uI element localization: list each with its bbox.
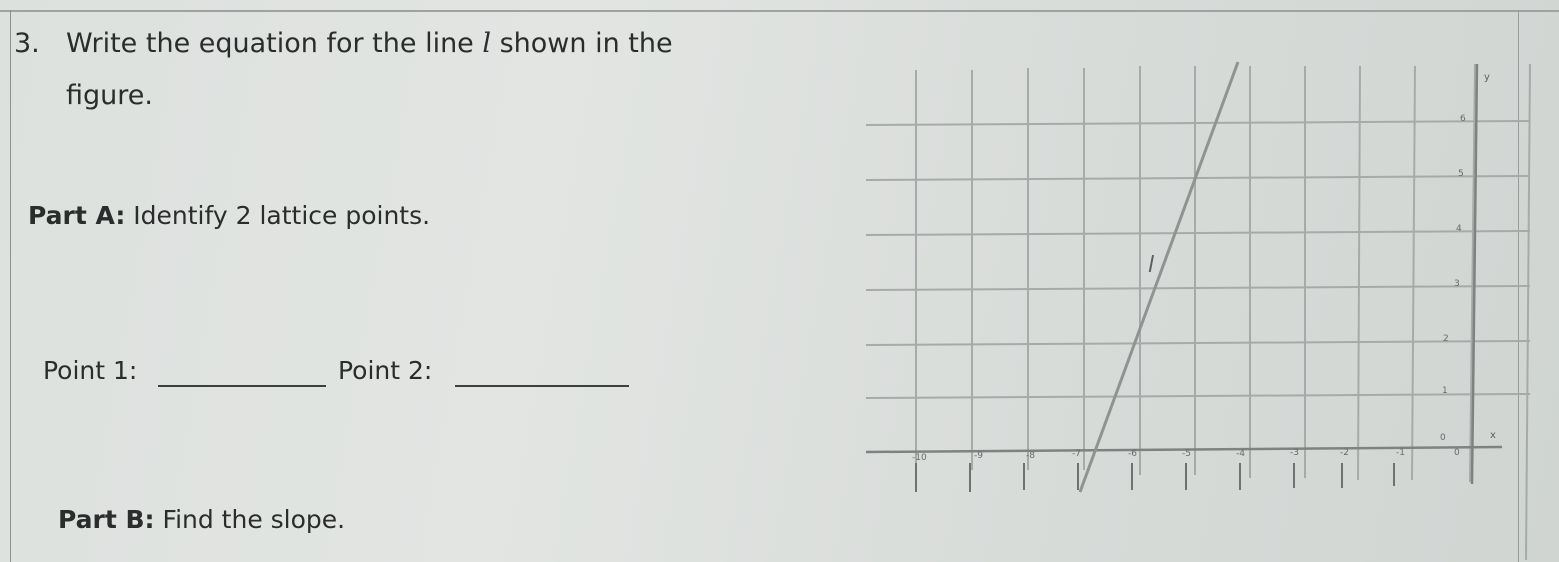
grid-horizontal-lines <box>866 121 1530 398</box>
y-tick-label: 5 <box>1458 169 1464 179</box>
part-b-label: Part B: <box>58 505 155 534</box>
x-tick-label: -3 <box>1290 448 1299 458</box>
grid-vline <box>1412 66 1415 480</box>
x-tick-label: -10 <box>912 453 927 463</box>
y-tick-labels <box>1442 114 1466 396</box>
x-tick-label: -2 <box>1340 448 1349 458</box>
question-number: 3. <box>14 28 40 59</box>
point1-label: Point 1: <box>43 356 138 385</box>
origin-label: 0 <box>1440 433 1446 443</box>
grid-hline <box>866 394 1530 398</box>
line-l <box>1080 62 1238 492</box>
y-axis-label: y <box>1484 72 1490 83</box>
x-tick-label: -1 <box>1396 448 1405 458</box>
x-tick-label: -4 <box>1236 449 1245 459</box>
grid-hline <box>866 176 1530 180</box>
part-a-label: Part A: <box>28 201 126 230</box>
x-tick-label: -6 <box>1128 449 1137 459</box>
y-tick-label: 4 <box>1456 224 1462 234</box>
grid-vline <box>1526 64 1530 560</box>
x-tick-marks <box>916 463 1394 492</box>
grid-vertical-lines <box>916 64 1530 560</box>
x-tick-label: -9 <box>974 451 983 461</box>
y-tick-label: 2 <box>1443 334 1449 344</box>
part-b-text: Find the slope. <box>154 505 346 534</box>
y-tick-label: 6 <box>1460 114 1466 124</box>
y-tick-label: 3 <box>1454 279 1460 289</box>
grid-vline <box>1358 66 1360 480</box>
question-text-line2: figure. <box>66 80 153 111</box>
x-axis-label: x <box>1490 430 1496 441</box>
line-l-label: l <box>1148 253 1155 278</box>
x-tick-label: -7 <box>1072 449 1081 459</box>
grid-hline <box>866 341 1530 345</box>
x-tick-label: -8 <box>1026 451 1035 461</box>
point2-label: Point 2: <box>338 356 433 385</box>
x-tick-label: -5 <box>1182 449 1191 459</box>
line-name: l <box>482 28 492 59</box>
question-text: Write the equation for the line l shown in the <box>66 28 673 59</box>
part-a-text: Identify 2 lattice points. <box>125 201 431 230</box>
x-tick-label: 0 <box>1454 448 1460 458</box>
grid-hline <box>866 286 1530 290</box>
y-tick-label: 1 <box>1442 386 1448 396</box>
grid-hline <box>866 231 1530 235</box>
grid-hline <box>866 121 1530 125</box>
